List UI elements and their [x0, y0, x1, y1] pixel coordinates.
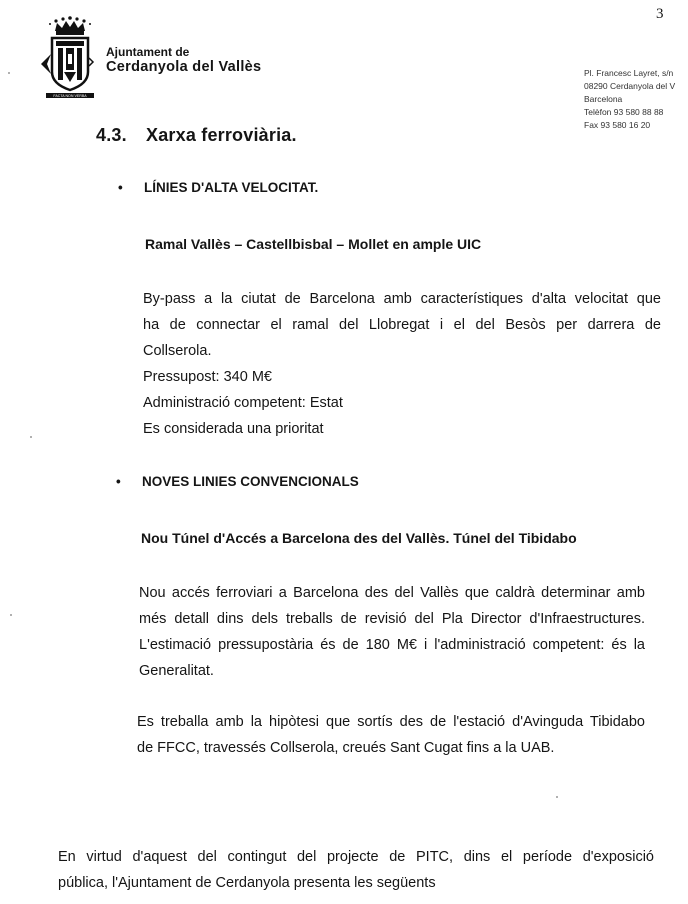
section-number: 4.3. [96, 125, 127, 145]
text-line: Administració competent: Estat [143, 395, 343, 411]
section-title: Xarxa ferroviària. [146, 125, 297, 145]
text-line: pública, l'Ajuntament de Cerdanyola presenta les següents [58, 875, 436, 891]
crown-icon [49, 16, 91, 35]
scan-speck [30, 436, 32, 438]
text-line: ha de connectar el ramal del Llobregat i el del Besòs per darrera de [143, 317, 661, 333]
text-line: Nou accés ferroviari a Barcelona des del Vallès que caldrà determinar amb [139, 585, 645, 601]
leaf-ornament-icon [41, 54, 51, 74]
bullet-icon: • [116, 474, 121, 489]
bullet-heading-conventional [116, 474, 359, 489]
org-name-line2: Cerdanyola del Vallès [106, 59, 262, 75]
paragraph-ramal [143, 286, 661, 442]
shield-icon [52, 38, 88, 90]
text-line: més detall dins dels treballs de revisió del Pla Director d'Infraestructures. [139, 611, 645, 627]
text-line: Generalitat. [139, 663, 214, 679]
subheading-ramal: Ramal Vallès – Castellbisbal – Mollet en ample UIC [145, 236, 482, 252]
text-line: En virtud d'aquest del contingut del projecte de PITC, dins el període d'exposició [58, 849, 654, 865]
bullet-heading-label: NOVES LINIES CONVENCIONALS [142, 474, 359, 489]
address-line: Pl. Francesc Layret, s/n [584, 68, 674, 78]
logo-motto: FACTA NON VERBA [53, 94, 87, 98]
address-line: Fax 93 580 16 20 [584, 120, 651, 130]
address-line: Barcelona [584, 94, 623, 104]
page-number: 3 [656, 6, 664, 22]
text-line: Es considerada una prioritat [143, 421, 324, 437]
paragraph-tunnel-1 [139, 580, 645, 684]
scan-speck [10, 614, 12, 616]
address-line: Telèfon 93 580 88 88 [584, 107, 664, 117]
scan-speck [8, 72, 10, 74]
bullet-heading-high-speed [118, 180, 318, 195]
paragraph-tunnel-2 [137, 709, 645, 761]
org-name-line1: Ajuntament de [106, 45, 190, 59]
text-line: de FFCC, travessés Collserola, creués Sant Cugat fins a la UAB. [137, 740, 555, 756]
closing-paragraph [58, 844, 654, 896]
scan-speck [556, 796, 558, 798]
text-line: L'estimació pressupostària és de 180 M€ i l'administració competent: és la [139, 637, 645, 653]
section-heading [96, 125, 297, 146]
subheading-tunnel: Nou Túnel d'Accés a Barcelona des del Vallès. Túnel del Tibidabo [141, 530, 577, 546]
bullet-icon: • [118, 180, 123, 195]
address-block [584, 67, 675, 132]
text-line: Collserola. [143, 343, 212, 359]
coat-of-arms-logo [38, 14, 102, 100]
text-line: By-pass a la ciutat de Barcelona amb característiques d'alta velocitat que [143, 291, 661, 307]
text-line: Pressupost: 340 M€ [143, 369, 272, 385]
text-line: Es treballa amb la hipòtesi que sortís des de l'estació d'Avinguda Tibidabo [137, 714, 645, 730]
address-line: 08290 Cerdanyola del V [584, 81, 676, 91]
bullet-heading-label: LÍNIES D'ALTA VELOCITAT. [144, 180, 319, 195]
